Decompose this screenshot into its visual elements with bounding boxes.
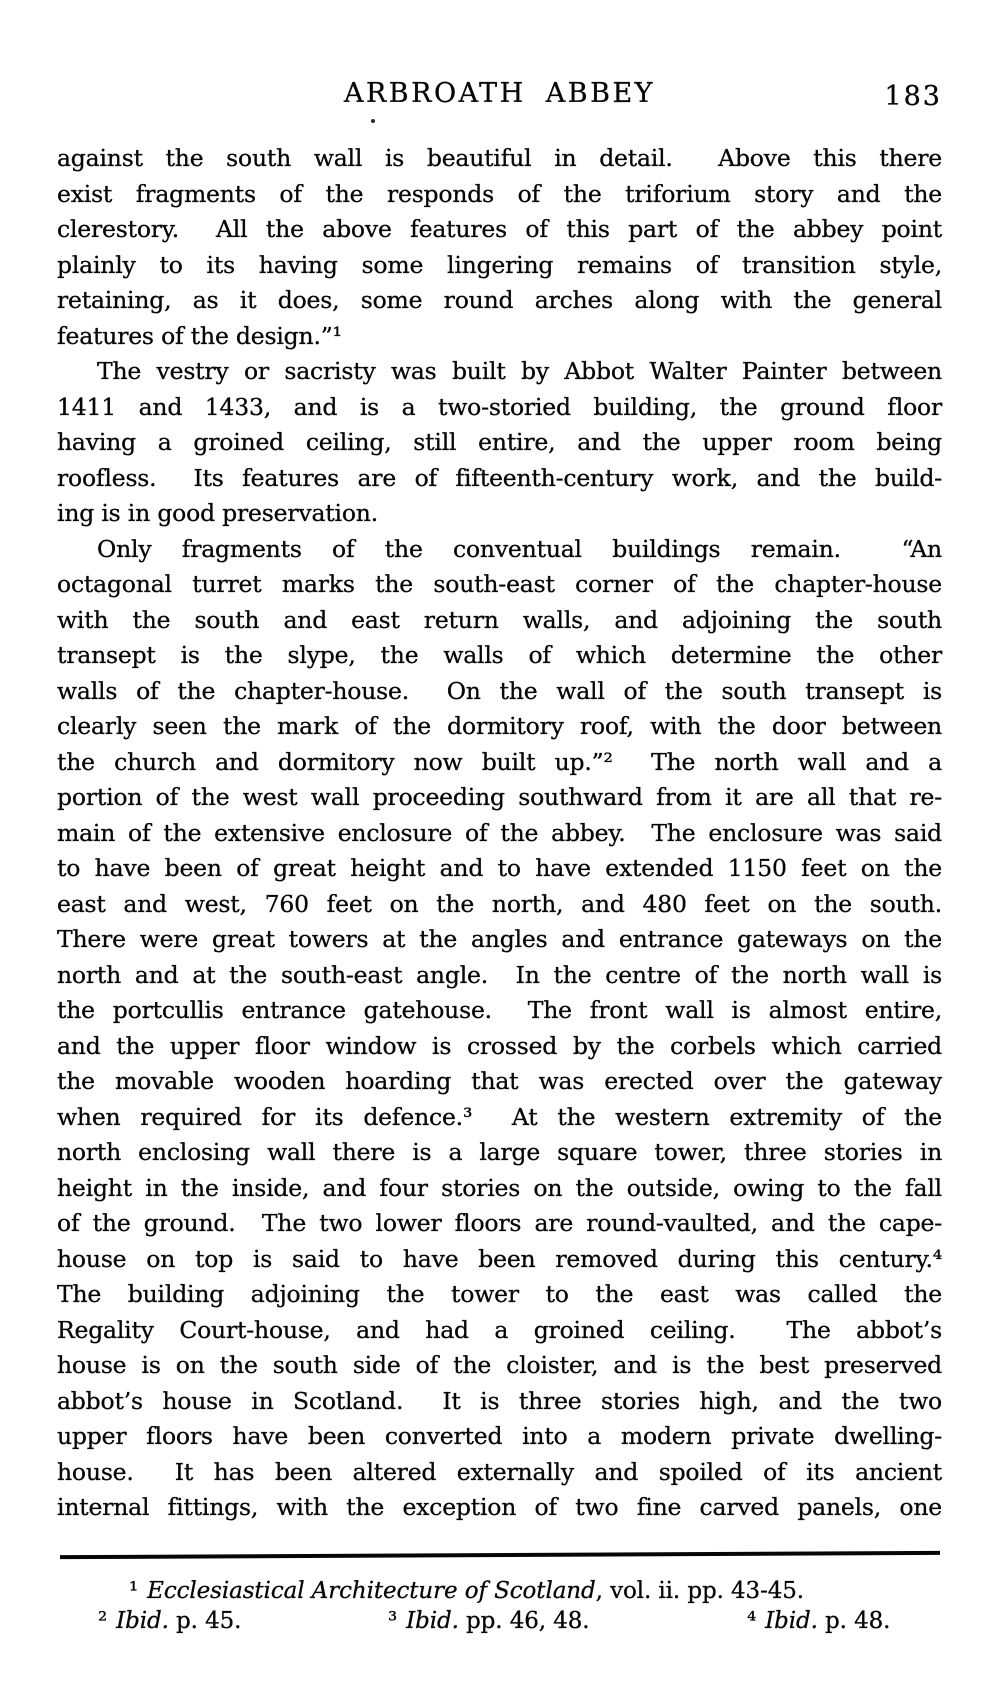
text-line: 1411 and 1433, and is a two-storied building, the ground floor	[57, 392, 942, 421]
footnote-reference: , vol. ii. pp. 43-45.	[595, 1578, 805, 1604]
text-line: upper floors have been converted into a modern private dwelling-	[57, 1422, 942, 1450]
text-line: Regality Court-house, and had a groined ceiling. The abbot’s	[57, 1315, 942, 1344]
footnote	[388, 1608, 589, 1634]
text-line: having a groined ceiling, still entire, and the upper room being	[57, 428, 942, 456]
text-line: abbot’s house in Scotland. It is three stories high, and the two	[57, 1386, 942, 1415]
footnote-reference: p. 48.	[817, 1608, 891, 1634]
text-line: retaining, as it does, some round arches along with the general	[57, 286, 942, 314]
text-line: of the ground. The two lower floors are round-vaulted, and the cape-	[57, 1209, 942, 1237]
footnote-reference: p. 45.	[168, 1608, 242, 1634]
text-line: height in the inside, and four stories on the outside, owing to the fall	[57, 1173, 942, 1202]
text-line: house. It has been altered externally and spoiled of its ancient	[57, 1457, 942, 1486]
ink-speck	[371, 119, 375, 123]
running-header-title: ARBROATH ABBEY	[343, 78, 655, 109]
footnote-work-title: Ecclesiastical Architecture of Scotland	[147, 1578, 596, 1604]
text-line: the movable wooden hoarding that was erected over the gateway	[57, 1067, 942, 1095]
footnote-marker: ²	[98, 1608, 108, 1634]
text-line: clearly seen the mark of the dormitory roof, with the door between	[57, 712, 942, 740]
text-line: plainly to its having some lingering remains of transition style,	[57, 250, 942, 279]
page-number: 183	[884, 81, 942, 112]
text-line: east and west, 760 feet on the north, and 480 feet on the south.	[57, 889, 942, 918]
text-line: features of the design.”¹	[57, 321, 342, 350]
text-line: transept is the slype, the walls of which determine the other	[57, 641, 942, 669]
text-line: north and at the south-east angle. In the centre of the north wall is	[57, 960, 942, 989]
text-line: There were great towers at the angles and entrance gateways on the	[57, 925, 942, 953]
text-line: clerestory. All the above features of this part of the abbey point	[57, 215, 942, 243]
text-line: against the south wall is beautiful in detail. Above this there	[57, 144, 942, 172]
paragraph	[57, 532, 942, 1526]
text-line: to have been of great height and to have extended 1150 feet on the	[57, 854, 942, 882]
text-line: Only fragments of the conventual buildings remain. “An	[97, 534, 942, 563]
footnote	[98, 1608, 241, 1634]
text-line: internal fittings, with the exception of two fine carved panels, one	[57, 1493, 942, 1521]
footnote-work-title: Ibid.	[406, 1608, 459, 1634]
text-line: walls of the chapter-house. On the wall of the south transept is	[57, 676, 942, 705]
footnote-reference: pp. 46, 48.	[458, 1608, 590, 1634]
paragraph	[57, 354, 942, 532]
text-line: north enclosing wall there is a large square tower, three stories in	[57, 1138, 942, 1166]
page-body-text	[57, 141, 942, 1526]
footnote-divider	[60, 1551, 940, 1559]
text-line: the portcullis entrance gatehouse. The front wall is almost entire,	[57, 996, 942, 1024]
text-line: when required for its defence.³ At the western extremity of the	[57, 1102, 942, 1131]
text-line: exist fragments of the responds of the triforium story and the	[57, 179, 942, 208]
footnote-row	[57, 1608, 942, 1640]
page-header	[57, 78, 942, 114]
text-line: and the upper floor window is crossed by the corbels which carried	[57, 1031, 942, 1060]
text-line: the church and dormitory now built up.”² The north wall and a	[57, 747, 942, 776]
footnote-work-title: Ibid.	[116, 1608, 169, 1634]
text-line: roofless. Its features are of fifteenth-century work, and the build-	[57, 463, 942, 492]
footnote-work-title: Ibid.	[765, 1608, 818, 1634]
footnote-marker: ³	[388, 1608, 398, 1634]
paragraph	[57, 141, 942, 354]
text-line: main of the extensive enclosure of the abbey. The enclosure was said	[57, 818, 942, 847]
footnote-1	[57, 1578, 942, 1604]
text-line: house is on the south side of the cloister, and is the best preserved	[57, 1351, 942, 1379]
footnote-marker: ¹	[129, 1578, 139, 1604]
footnote	[747, 1608, 890, 1634]
text-line: The building adjoining the tower to the east was called the	[57, 1280, 942, 1308]
text-line: house on top is said to have been removed during this century.⁴	[57, 1244, 942, 1273]
text-line: octagonal turret marks the south-east corner of the chapter-house	[57, 570, 942, 598]
footnote-marker: ⁴	[747, 1608, 757, 1634]
text-line: with the south and east return walls, and adjoining the south	[57, 605, 942, 634]
text-line: The vestry or sacristy was built by Abbot Walter Painter between	[97, 357, 942, 385]
text-line: portion of the west wall proceeding southward from it are all that re-	[57, 783, 942, 811]
text-line: ing is in good preservation.	[57, 499, 378, 527]
